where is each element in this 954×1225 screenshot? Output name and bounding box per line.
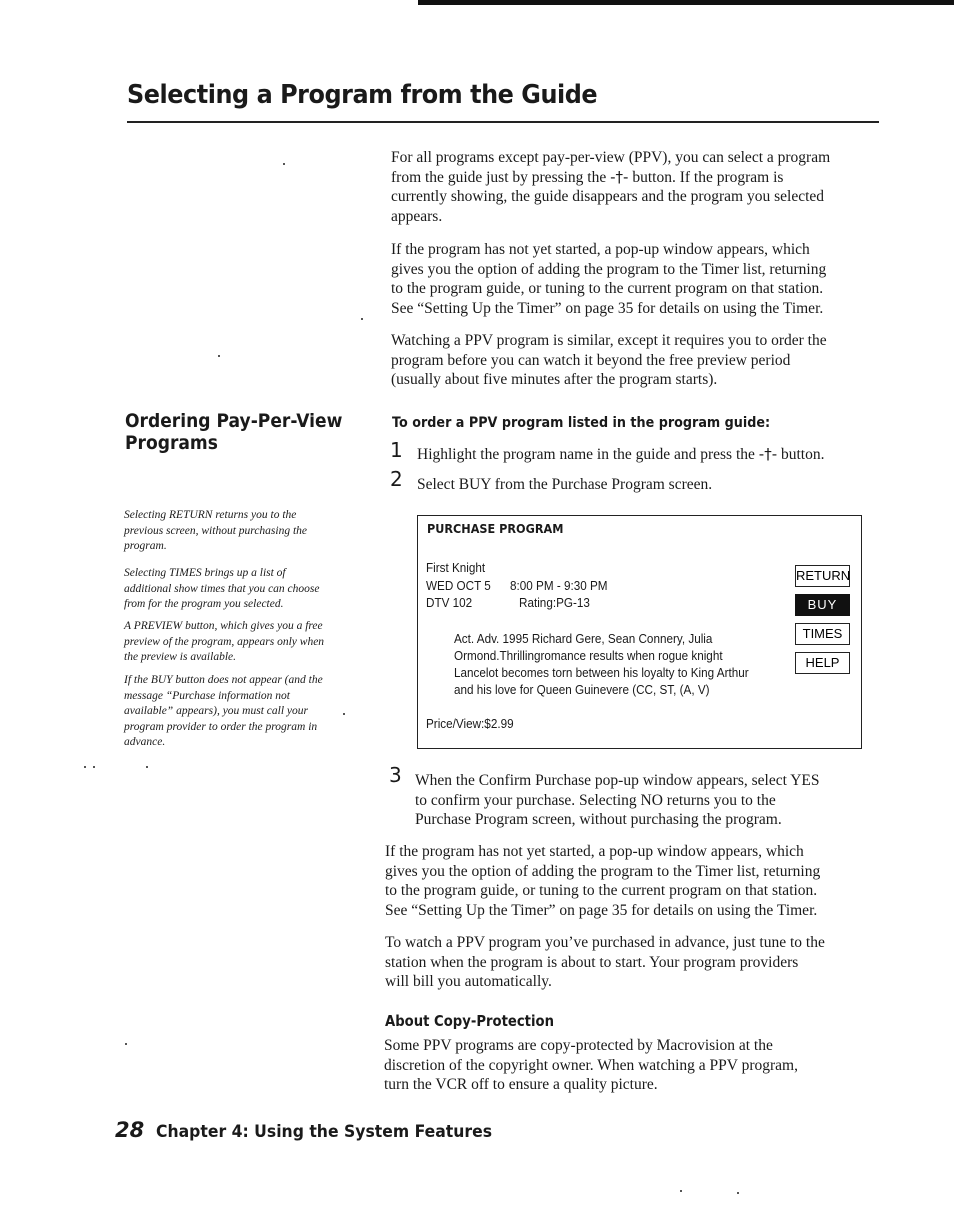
step-text-1: Highlight the program name in the guide and press the -†- button. (417, 445, 825, 463)
program-rating: Rating:PG-13 (519, 595, 590, 610)
select-plus-icon: -†- (758, 445, 778, 463)
program-time: 8:00 PM - 9:30 PM (510, 578, 608, 593)
scan-speck (343, 713, 345, 715)
chapter-title: Chapter 4: Using the System Features (156, 1122, 493, 1142)
scan-speck (146, 766, 148, 768)
scan-speck (680, 1190, 682, 1192)
top-rule (418, 0, 954, 5)
after-paragraph-1: If the program has not yet started, a pop-up window appears, which gives you the option of adding the program to the Timer list, returning to the program guide, or tuning to the current program on that station. See “Setting Up the Timer” on page 35 for details on using the Timer. (385, 843, 821, 919)
sidebar-heading: Ordering Pay-Per-View Programs (125, 410, 343, 454)
scan-speck (84, 766, 86, 768)
scan-speck (361, 318, 363, 320)
times-button[interactable]: TIMES (795, 623, 850, 645)
page-title: Selecting a Program from the Guide (127, 80, 598, 110)
sidebar-note-return: Selecting RETURN returns you to the previous screen, without purchasing the program. (124, 509, 308, 552)
step-number-1: 1 (390, 438, 403, 462)
page-footer (115, 1118, 522, 1142)
sidebar-note-buy: If the BUY button does not appear (and the message “Purchase information not available” appears), you must call your program provider to order the program in advance. (124, 674, 323, 748)
copy-protection-paragraph: Some PPV programs are copy-protected by Macrovision at the discretion of the copyright owner. When watching a PPV program, turn the VCR off to ensure a quality picture. (384, 1037, 798, 1093)
return-button[interactable]: RETURN (795, 565, 850, 587)
program-name: First Knight (426, 560, 486, 575)
scan-speck (218, 355, 220, 357)
step-text-3: When the Confirm Purchase pop-up window appears, select YES to confirm your purchase. Selecting NO returns you to the Purchase Program screen, without purchasing the program. (415, 772, 820, 828)
title-rule (127, 121, 879, 123)
copy-protection-heading: About Copy-Protection (385, 1012, 554, 1030)
buy-button[interactable]: BUY (795, 594, 850, 616)
program-description: Act. Adv. 1995 Richard Gere, Sean Connery, Julia Ormond.Thrillingromance results when rogue knight Lancelot becomes torn between his loyalty to King Arthur and his love for Queen Guinevere (CC, ST, (A, V) (454, 631, 749, 697)
intro-paragraph-2: If the program has not yet started, a pop-up window appears, which gives you the option of adding the program to the Timer list, returning to the program guide, or tuning to the current program on that station. See “Setting Up the Timer” on page 35 for details on using the Timer. (391, 241, 827, 317)
scan-speck (125, 1043, 127, 1045)
step-text-2: Select BUY from the Purchase Program screen. (417, 476, 713, 493)
scan-speck (93, 766, 95, 768)
program-price: Price/View:$2.99 (426, 716, 514, 731)
scan-speck (283, 163, 285, 165)
page-number: 28 (115, 1118, 145, 1142)
intro-paragraph-3: Watching a PPV program is similar, except it requires you to order the program before you can watch it beyond the free preview period (usually about five minutes after the program starts). (391, 332, 827, 388)
intro-paragraph-1: For all programs except pay-per-view (PPV), you can select a program from the guide just by pressing the -†- button. If the program is currently showing, the guide disappears and the program you selected appears. (391, 149, 831, 225)
scan-speck (737, 1192, 739, 1194)
program-channel: DTV 102 (426, 595, 473, 610)
select-plus-icon: -†- (610, 167, 629, 186)
step-number-3: 3 (389, 763, 402, 787)
after-paragraph-2: To watch a PPV program you’ve purchased in advance, just tune to the station when the program is about to start. Your program providers will bill you automatically. (385, 934, 825, 990)
sidebar-note-times: Selecting TIMES brings up a list of additional show times that you can choose from for the program you selected. (124, 567, 320, 610)
purchase-screen-title: PURCHASE PROGRAM (427, 521, 564, 536)
procedure-heading: To order a PPV program listed in the program guide: (392, 415, 771, 431)
program-date: WED OCT 5 (426, 578, 491, 593)
step-number-2: 2 (390, 467, 403, 491)
sidebar-note-preview: A PREVIEW button, which gives you a free preview of the program, appears only when the preview is available. (124, 620, 325, 663)
help-button[interactable]: HELP (795, 652, 850, 674)
